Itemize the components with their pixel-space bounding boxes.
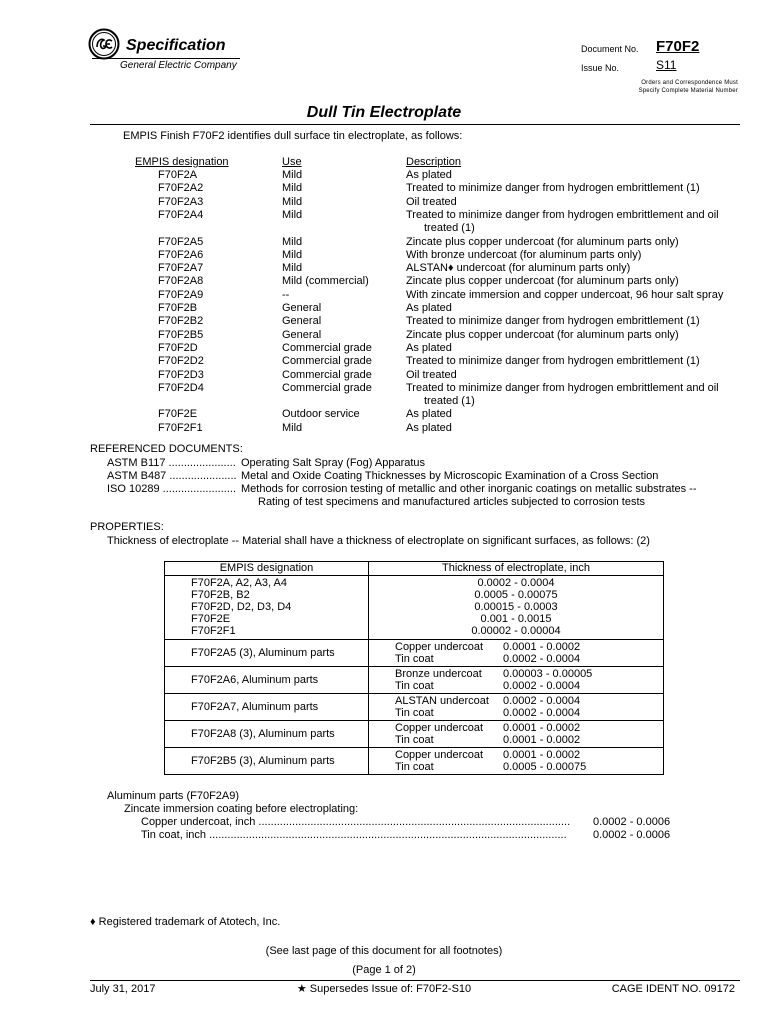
col-header-designation: EMPIS designation	[135, 156, 229, 168]
designation-description: As plated	[406, 169, 452, 181]
table-row	[165, 640, 664, 667]
tin-coat-line	[395, 653, 663, 665]
th-designation: EMPIS designation	[165, 562, 369, 576]
designation-description: Treated to minimize danger from hydrogen embrittlement and oil	[406, 381, 719, 394]
designation-description: Treated to minimize danger from hydrogen embrittlement (1)	[406, 355, 700, 368]
coat-label: Tin coat	[395, 761, 434, 773]
doc-no-label: Document No.	[581, 44, 639, 54]
designation-code: F70F2E	[158, 408, 198, 421]
thickness-value: 0.0005 - 0.00075	[474, 589, 558, 601]
designation-code: F70F2A2	[158, 182, 204, 195]
table-header-row	[165, 562, 664, 576]
coat-label: Tin coat	[395, 734, 434, 746]
ref-text: Metal and Oxide Coating Thicknesses by Microscopic Examination of a Cross Section	[241, 470, 659, 482]
thickness-table	[164, 561, 664, 775]
designation-use: General	[282, 302, 322, 314]
designation-code: F70F2D3	[158, 368, 204, 381]
coat-value: 0.0002 - 0.0004	[503, 653, 581, 665]
header-rule	[92, 58, 240, 59]
coat-value: 0.0002 - 0.0004	[503, 680, 581, 692]
table-row	[165, 721, 664, 748]
designation-code: F70F2D4	[158, 381, 204, 394]
designation-code: F70F2A4	[158, 208, 204, 221]
thickness-value: 0.00015 - 0.0003	[474, 601, 558, 613]
designation-description: ALSTAN♦ undercoat (for aluminum parts only)	[406, 262, 631, 275]
orders-note: Orders and Correspondence Must Specify Complete Material Number	[638, 80, 738, 94]
tin-coat-line	[395, 707, 663, 719]
al-a9-sub: Zincate immersion coating before electroplating:	[124, 803, 359, 815]
aluminum-designation: F70F2A6, Aluminum parts	[165, 667, 369, 694]
coat-label: Tin coat	[395, 707, 434, 719]
table-row	[165, 748, 664, 775]
undercoat-line	[395, 749, 663, 761]
al-a9-label: Tin coat, inch .....................................................................................................................	[141, 829, 567, 841]
designation-description: As plated	[406, 408, 452, 421]
designation-use: Commercial grade	[282, 381, 372, 394]
designation-description: As plated	[406, 302, 452, 314]
thickness-designation: F70F2D, D2, D3, D4	[191, 601, 292, 613]
designation-description: Treated to minimize danger from hydrogen embrittlement (1)	[406, 182, 700, 195]
properties-heading: PROPERTIES:	[90, 521, 164, 533]
al-a9-label: Copper undercoat, inch ......................................................................................................	[141, 816, 571, 828]
referenced-heading: REFERENCED DOCUMENTS:	[90, 443, 243, 455]
undercoat-line	[395, 695, 663, 707]
ref-text: Methods for corrosion testing of metallic and other inorganic coatings on metallic substrates --	[241, 483, 697, 495]
coat-label: Copper undercoat	[395, 749, 484, 761]
designation-description: Zincate plus copper undercoat (for aluminum parts only)	[406, 275, 679, 288]
coat-value: 0.0001 - 0.0002	[503, 722, 581, 734]
footnote-note: (See last page of this document for all footnotes)	[265, 945, 503, 957]
thickness-value: 0.00002 - 0.00004	[471, 625, 561, 637]
trademark-note: ♦ Registered trademark of Atotech, Inc.	[90, 916, 281, 928]
al-a9-value: 0.0002 - 0.0006	[593, 816, 671, 828]
doc-no-value: F70F2	[656, 38, 700, 55]
coat-value: 0.0001 - 0.0002	[503, 641, 581, 653]
table-row	[165, 667, 664, 694]
designation-code: F70F2F1	[158, 421, 203, 434]
company-name: General Electric Company	[120, 60, 237, 71]
designation-description: As plated	[406, 341, 452, 354]
designation-use: Mild	[282, 235, 303, 248]
designation-use: Mild	[282, 421, 303, 434]
designation-code: F70F2D	[158, 341, 198, 354]
designation-use: General	[282, 328, 322, 341]
tin-coat-line	[395, 680, 663, 692]
designation-description: Treated to minimize danger from hydrogen embrittlement (1)	[406, 315, 700, 328]
designation-code: F70F2A5	[158, 235, 204, 248]
designation-code: F70F2B5	[158, 328, 204, 341]
thickness-value: 0.001 - 0.0015	[480, 613, 552, 625]
designation-code: F70F2A8	[158, 275, 204, 288]
th-thickness: Thickness of electroplate, inch	[369, 562, 664, 576]
coat-label: Copper undercoat	[395, 641, 484, 653]
designation-use: --	[282, 288, 290, 301]
designation-description: With bronze undercoat (for aluminum parts only)	[406, 248, 642, 261]
col-header-use: Use	[282, 156, 302, 168]
aluminum-designation: F70F2B5 (3), Aluminum parts	[165, 748, 369, 775]
thickness-value: 0.0002 - 0.0004	[477, 577, 555, 589]
ge-logo	[88, 28, 120, 60]
designation-description: Zincate plus copper undercoat (for aluminum parts only)	[406, 235, 679, 248]
designation-description: As plated	[406, 421, 452, 434]
coat-value: 0.0002 - 0.0004	[503, 695, 581, 707]
designation-use: Commercial grade	[282, 355, 372, 368]
coat-value: 0.0002 - 0.0004	[503, 707, 581, 719]
designation-use: Commercial grade	[282, 341, 372, 354]
designation-description-continued: treated (1)	[424, 222, 475, 235]
tin-coat-line	[395, 761, 663, 773]
ref-code: ASTM B117 ......................	[107, 457, 236, 469]
designation-use: Outdoor service	[282, 408, 360, 421]
coat-label: Copper undercoat	[395, 722, 484, 734]
designation-description: Oil treated	[406, 368, 457, 381]
thickness-text: Thickness of electroplate -- Material shall have a thickness of electroplate on significant surfaces, as follows: (2)	[107, 535, 650, 547]
coat-label: Tin coat	[395, 680, 434, 692]
designation-use: Commercial grade	[282, 368, 372, 381]
designation-use: Mild	[282, 195, 303, 208]
aluminum-designation: F70F2A8 (3), Aluminum parts	[165, 721, 369, 748]
designation-use: Mild	[282, 262, 303, 275]
ref-code: ISO 10289 ........................	[107, 483, 236, 495]
footer-supersedes: ★ Supersedes Issue of: F70F2-S10	[296, 983, 472, 995]
designation-code: F70F2A7	[158, 262, 204, 275]
designation-code: F70F2D2	[158, 355, 204, 368]
footer-date: July 31, 2017	[90, 983, 156, 995]
col-header-description: Description	[406, 156, 462, 168]
table-row	[165, 576, 664, 640]
designation-code: F70F2A6	[158, 248, 204, 261]
designation-description: Treated to minimize danger from hydrogen embrittlement and oil	[406, 208, 719, 221]
designation-description: Oil treated	[406, 195, 457, 208]
footer-cage: CAGE IDENT NO. 09172	[611, 983, 735, 995]
coat-label: Bronze undercoat	[395, 668, 482, 680]
designation-code: F70F2B	[158, 302, 198, 314]
designation-code: F70F2A9	[158, 288, 204, 301]
al-a9-value: 0.0002 - 0.0006	[593, 829, 671, 841]
designation-description-continued: treated (1)	[424, 395, 475, 408]
table-row	[165, 694, 664, 721]
spec-title: Specification	[126, 37, 226, 54]
undercoat-line	[395, 668, 663, 680]
aluminum-designation: F70F2A5 (3), Aluminum parts	[165, 640, 369, 667]
issue-no-value: S11	[656, 58, 677, 72]
designation-description: Zincate plus copper undercoat (for aluminum parts only)	[406, 328, 679, 341]
issue-no-label: Issue No.	[581, 63, 620, 73]
designation-use: Mild	[282, 182, 303, 195]
coat-value: 0.0001 - 0.0002	[503, 734, 581, 746]
ref-code: ASTM B487 ......................	[107, 470, 237, 482]
designation-use: General	[282, 315, 322, 328]
page-number: (Page 1 of 2)	[352, 964, 416, 976]
thickness-designation: F70F2F1	[191, 625, 236, 637]
title-rule	[90, 124, 740, 125]
designation-code: F70F2A	[158, 169, 198, 181]
designation-description: With zincate immersion and copper undercoat, 96 hour salt spray	[406, 288, 724, 301]
designation-use: Mild	[282, 248, 303, 261]
designation-use: Mild	[282, 208, 303, 221]
designation-code: F70F2A3	[158, 195, 204, 208]
coat-value: 0.0005 - 0.00075	[503, 761, 587, 773]
thickness-designation: F70F2A, A2, A3, A4	[191, 577, 288, 589]
al-a9-heading: Aluminum parts (F70F2A9)	[107, 790, 240, 802]
intro-text: EMPIS Finish F70F2 identifies dull surface tin electroplate, as follows:	[123, 130, 463, 142]
coat-label: Tin coat	[395, 653, 434, 665]
ref-text-continued: Rating of test specimens and manufactured articles subjected to corrosion tests	[258, 496, 646, 508]
coat-label: ALSTAN undercoat	[395, 695, 489, 707]
undercoat-line	[395, 641, 663, 653]
footer-rule	[90, 980, 740, 981]
designation-code: F70F2B2	[158, 315, 204, 328]
undercoat-line	[395, 722, 663, 734]
aluminum-designation: F70F2A7, Aluminum parts	[165, 694, 369, 721]
coat-value: 0.0001 - 0.0002	[503, 749, 581, 761]
coat-value: 0.00003 - 0.00005	[503, 668, 593, 680]
thickness-designation: F70F2B, B2	[191, 589, 250, 601]
document-title: Dull Tin Electroplate	[306, 104, 462, 121]
designation-use: Mild (commercial)	[282, 275, 369, 288]
thickness-designation: F70F2E	[191, 613, 231, 625]
tin-coat-line	[395, 734, 663, 746]
ref-text: Operating Salt Spray (Fog) Apparatus	[241, 457, 426, 469]
designation-use: Mild	[282, 169, 303, 181]
